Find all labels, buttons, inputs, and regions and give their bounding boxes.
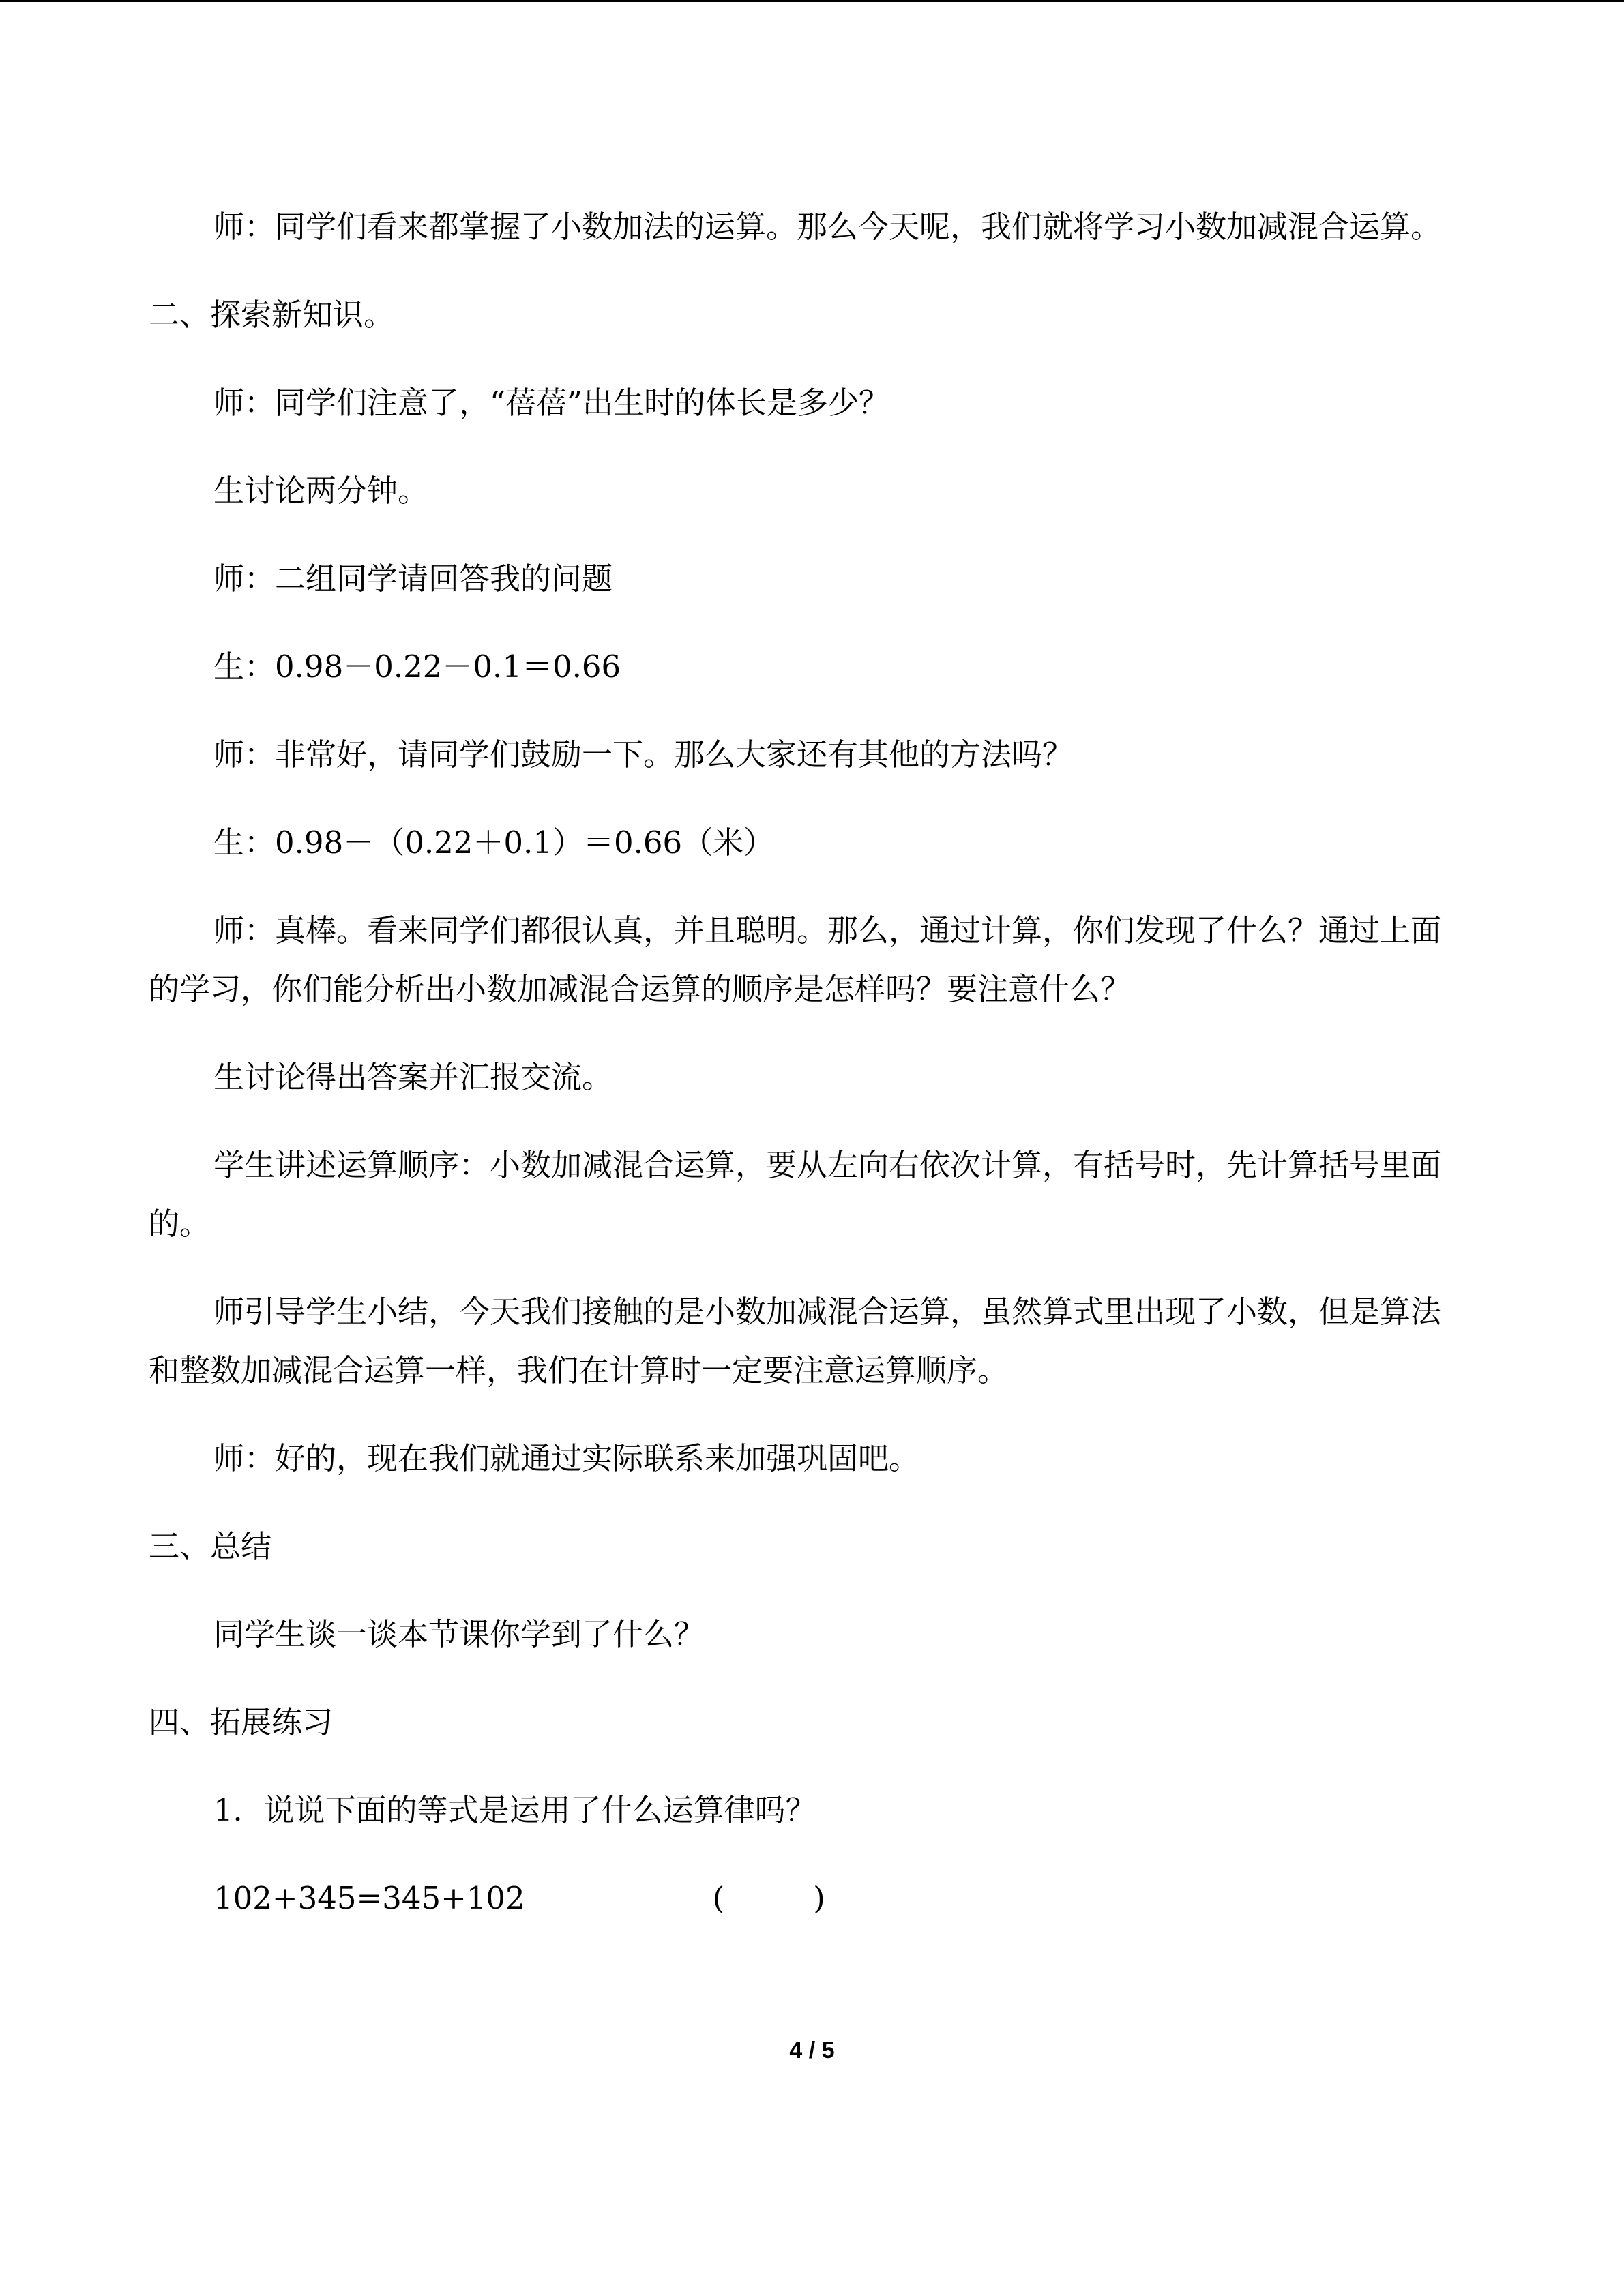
paragraph: 师：真棒。看来同学们都很认真，并且聪明。那么，通过计算，你们发现了什么？通过上面的学习，你们能分析出小数加减混合运算的顺序是怎样吗？要注意什么？ xyxy=(149,912,1442,1007)
answer-blank xyxy=(648,1869,825,1928)
paragraph: 学生讲述运算顺序：小数加减混合运算，要从左向右依次计算，有括号时，先计算括号里面的。 xyxy=(149,1147,1442,1242)
page-number: 4 / 5 xyxy=(789,2038,835,2063)
exercise-instruction: 1．说说下面的等式是运用了什么运算律吗？ xyxy=(213,1792,816,1828)
page-top-border xyxy=(0,0,1624,2)
paragraph: 师：同学们注意了，“蓓蓓”出生时的体长是多少？ xyxy=(213,385,890,421)
paragraph: 生讨论得出答案并汇报交流。 xyxy=(213,1059,613,1095)
open-paren: ( xyxy=(712,1880,725,1916)
section-heading: 四、拓展练习 xyxy=(149,1704,334,1740)
paragraph: 生：0.98－（0.22＋0.1）＝0.66（米） xyxy=(213,824,775,861)
paragraph: 师：好的，现在我们就通过实际联系来加强巩固吧。 xyxy=(213,1440,920,1476)
exercise-expression: 102+345=345+102 xyxy=(213,1880,525,1916)
paragraph: 师：非常好，请同学们鼓励一下。那么大家还有其他的方法吗？ xyxy=(213,736,1074,773)
paragraph: 师：二组同学请回答我的问题 xyxy=(213,561,613,597)
paragraph: 生：0.98－0.22－0.1＝0.66 xyxy=(213,648,621,685)
paragraph: 同学生谈一谈本节课你学到了什么？ xyxy=(213,1616,705,1652)
document-body xyxy=(149,198,1465,1957)
exercise-row xyxy=(149,1869,1465,1928)
section-heading: 三、总结 xyxy=(149,1528,272,1564)
paragraph: 师：同学们看来都掌握了小数加法的运算。那么今天呢，我们就将学习小数加减混合运算。 xyxy=(213,209,1442,245)
close-paren: ) xyxy=(813,1880,825,1916)
section-heading: 二、探索新知识。 xyxy=(149,297,395,333)
paragraph: 师引导学生小结，今天我们接触的是小数加减混合运算，虽然算式里出现了小数，但是算法和整数加减混合运算一样，我们在计算时一定要注意运算顺序。 xyxy=(149,1294,1442,1388)
paragraph: 生讨论两分钟。 xyxy=(213,473,429,509)
